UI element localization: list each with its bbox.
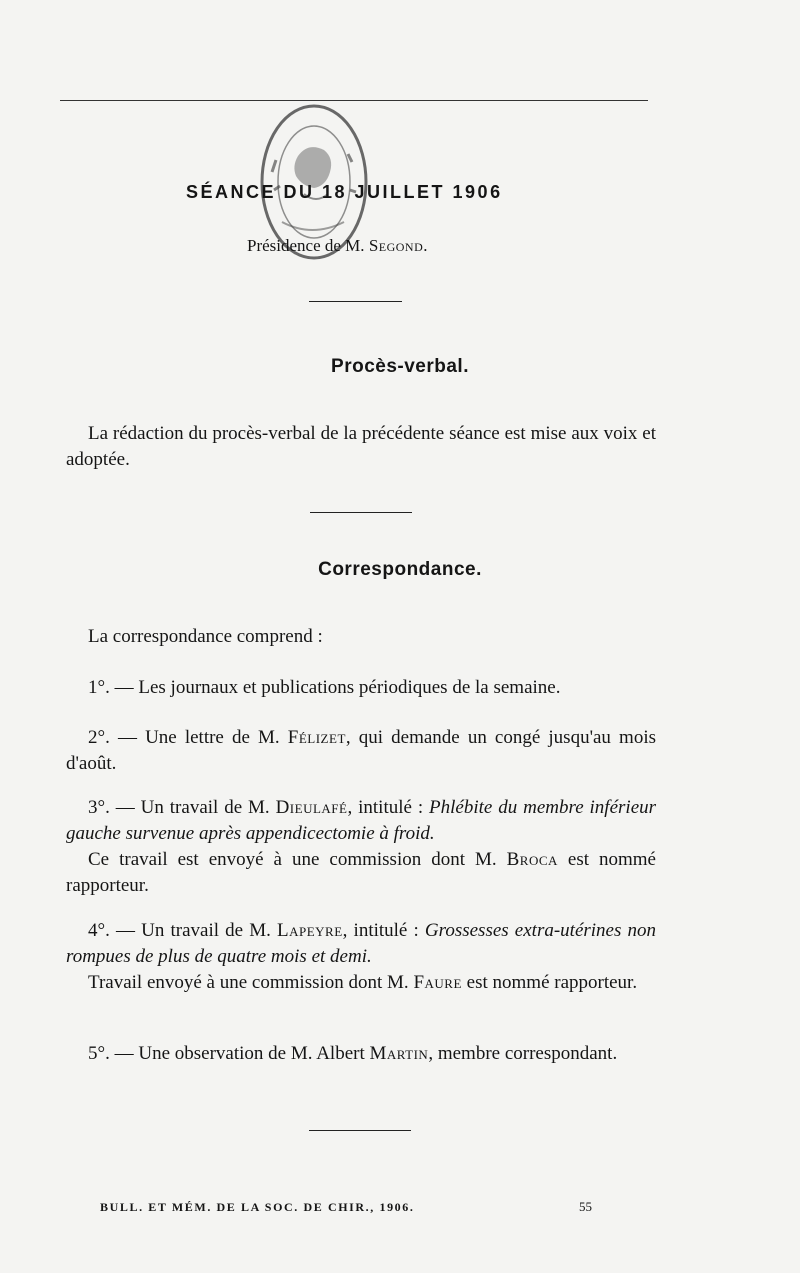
item-text-middle: , intitulé : (347, 797, 430, 818)
item-text-before: Une lettre de M. (145, 727, 288, 748)
item-text-before: Un travail de M. (141, 920, 277, 941)
item-number: 5°. — (88, 1043, 139, 1064)
note-text-after: est nommé rapporteur. (461, 972, 638, 993)
section-heading-correspondance: Correspondance. (318, 559, 482, 580)
divider-1 (309, 301, 402, 302)
divider-2 (310, 512, 412, 513)
page-number: 55 (579, 1199, 592, 1214)
member-name: Félizet (287, 727, 346, 748)
member-name: Lapeyre (276, 920, 343, 941)
note-text-before: Ce travail est envoyé à une commission dont M. (88, 849, 507, 870)
seance-title: SÉANCE DU 18 JUILLET 1906 (186, 182, 503, 202)
top-rule (60, 100, 648, 101)
member-name: Martin (369, 1043, 429, 1064)
commission-note-3 (66, 847, 656, 899)
item-number: 1°. — (88, 677, 139, 698)
rapporteur-name: Faure (413, 972, 462, 993)
item-number: 3°. — (88, 797, 141, 818)
member-name: Dieulafé (275, 797, 348, 818)
proces-verbal-text: La rédaction du procès-verbal de la précédente séance est mise aux voix et adoptée. (66, 423, 656, 470)
item-text-after: , membre correspondant. (428, 1043, 618, 1064)
work-title: Grossesses extra-utérines non rompues de plus de quatre mois et demi. (66, 920, 657, 967)
section-heading-proces-verbal: Procès-verbal. (331, 356, 469, 377)
presidence-line (247, 236, 428, 256)
item-number: 2°. — (88, 727, 146, 748)
item-text-before: Une observation de M. Albert (138, 1043, 370, 1064)
item-number: 4°. — (88, 920, 142, 941)
note-text-before: Travail envoyé à une commission dont M. (88, 972, 414, 993)
presidence-prefix: Présidence de M. (247, 236, 369, 255)
rapporteur-name: Broca (506, 849, 558, 870)
footer-journal: BULL. ET MÉM. DE LA SOC. DE CHIR., 1906. (100, 1200, 415, 1214)
correspondance-item-3 (66, 795, 656, 847)
correspondance-item-5 (66, 1041, 656, 1067)
correspondance-item-2 (66, 725, 656, 777)
work-title: Phlébite du membre inférieur gauche survenue après appendicectomie à froid. (66, 797, 657, 844)
item-text-middle: , intitulé : (342, 920, 425, 941)
correspondance-item-1 (66, 675, 656, 701)
presidence-suffix: . (423, 236, 428, 255)
item-text: Les journaux et publications périodiques de la semaine. (138, 677, 561, 698)
president-name: Segond (368, 236, 424, 255)
correspondance-item-4 (66, 918, 656, 970)
correspondance-intro: La correspondance comprend : (88, 626, 323, 647)
item-text-after: , qui demande un congé jusqu'au mois d'août. (66, 727, 656, 774)
divider-3 (309, 1130, 411, 1131)
item-text-before: Un travail de M. (140, 797, 276, 818)
note-text-after: est nommé rapporteur. (66, 849, 656, 896)
commission-note-4 (66, 970, 656, 996)
